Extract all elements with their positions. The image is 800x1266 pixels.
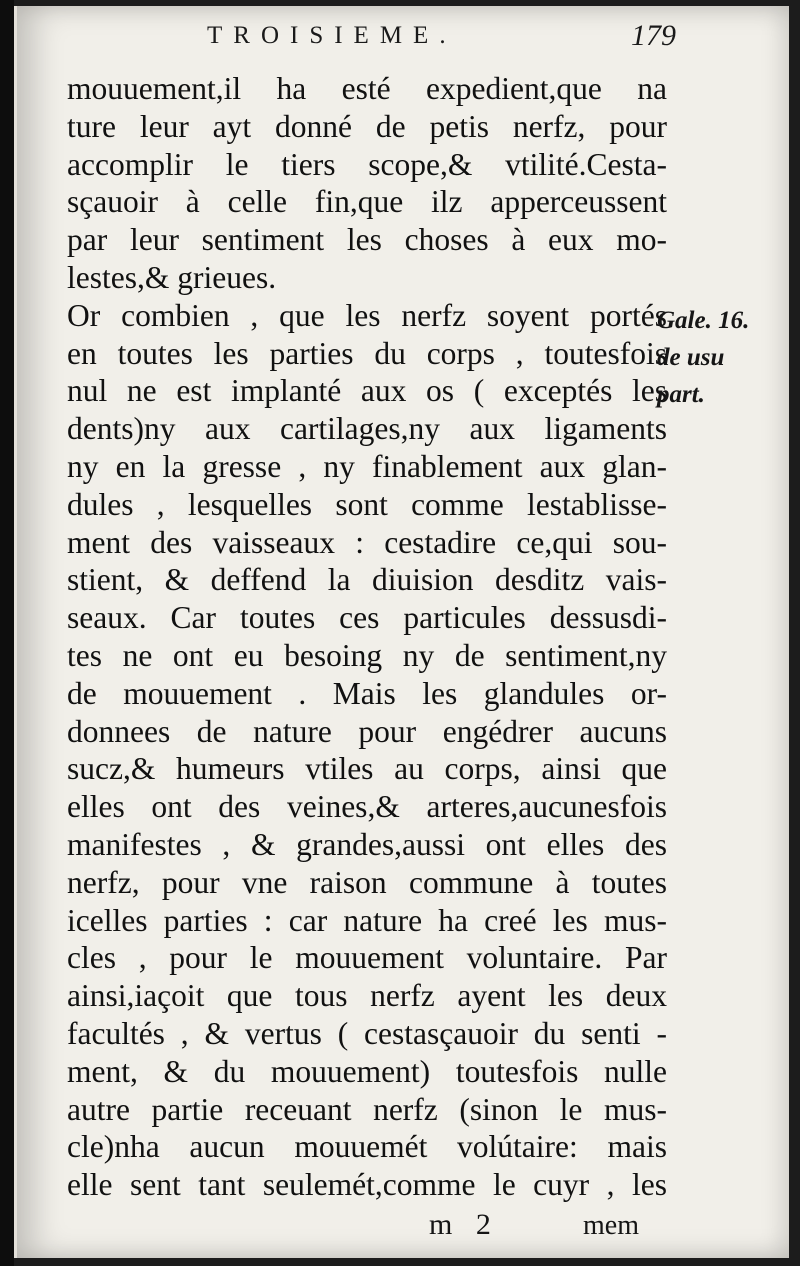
- text-line: autre partie receuant nerfz (sinon le mus-: [67, 1091, 667, 1127]
- text-line: cle)nha aucun mouuemét volútaire: mais: [67, 1129, 667, 1165]
- text-line: Or combien , que les nerfz soyent portés: [67, 297, 667, 333]
- text-line: ainsi,iaçoit que tous nerfz ayent les deux: [67, 978, 667, 1014]
- text-line: ny en la gresse , ny finablement aux glan-: [67, 448, 667, 484]
- text-line: cles , pour le mouuement voluntaire. Par: [67, 940, 667, 976]
- text-line: de mouuement . Mais les glandules or-: [67, 675, 667, 711]
- text-line: stient, & deffend la diuision desditz vais-: [67, 562, 667, 598]
- text-line: elle sent tant seulemét,comme le cuyr , les: [67, 1167, 667, 1203]
- book-page: [14, 6, 789, 1258]
- margin-note-line: Gale. 16.: [657, 307, 750, 334]
- text-line: dules , lesquelles sont comme lestablisse-: [67, 486, 667, 522]
- text-line: nul ne est implanté aux os ( exceptés les: [67, 373, 667, 409]
- text-line: elles ont des veines,& arteres,aucunesfois: [67, 789, 667, 825]
- text-line: accomplir le tiers scope,& vtilité.Cesta-: [67, 146, 667, 182]
- text-line: par leur sentiment les choses à eux mo-: [67, 222, 667, 258]
- text-line: donnees de nature pour engédrer aucuns: [67, 713, 667, 749]
- page-number: 179: [631, 19, 676, 52]
- running-head: TROISIEME.: [207, 22, 457, 49]
- text-line: lestes,& grieues.: [67, 259, 277, 295]
- text-line: nerfz, pour vne raison commune à toutes: [67, 864, 667, 900]
- text-line: dents)ny aux cartilages,ny aux ligaments: [67, 411, 667, 447]
- margin-note-line: part.: [657, 381, 705, 408]
- text-line: tes ne ont eu besoing ny de sentiment,ny: [67, 637, 667, 673]
- text-line: sucz,& humeurs vtiles au corps, ainsi que: [67, 751, 667, 787]
- text-line: ture leur ayt donné de petis nerfz, pour: [67, 108, 667, 144]
- margin-note-line: de usu: [657, 344, 725, 371]
- text-line: mouuement,il ha esté expedient,que na: [67, 71, 667, 106]
- text-line: ment des vaisseaux : cestadire ce,qui sou-: [67, 524, 667, 560]
- signature-mark: m 2: [429, 1208, 499, 1241]
- body-text: [67, 70, 667, 1204]
- text-line: sçauoir à celle fin,que ilz apperceussent: [67, 184, 667, 220]
- margin-note: [657, 302, 749, 413]
- text-line: ment, & du mouuement) toutesfois nulle: [67, 1053, 667, 1089]
- text-line: icelles parties : car nature ha creé les mus-: [67, 902, 667, 938]
- text-line: seaux. Car toutes ces particules dessusdi-: [67, 600, 667, 636]
- book-gutter: [0, 0, 14, 1266]
- text-line: facultés , & vertus ( cestasçauoir du senti -: [67, 1015, 667, 1051]
- text-line: manifestes , & grandes,aussi ont elles des: [67, 826, 667, 862]
- catchword: mem: [583, 1210, 639, 1241]
- text-line: en toutes les parties du corps , toutesfois: [67, 335, 667, 371]
